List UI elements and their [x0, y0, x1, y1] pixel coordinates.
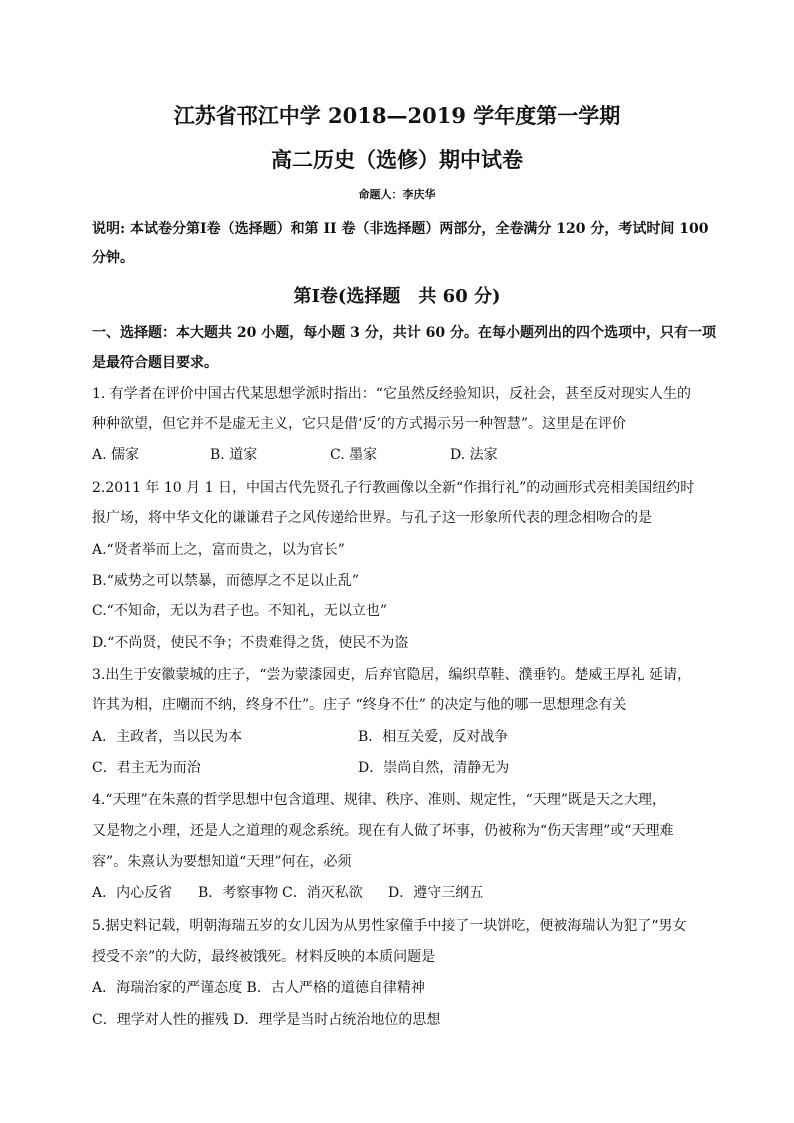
- question-2-option-a: A.“贤者举而上之，富而贵之，以为官长”: [92, 542, 345, 558]
- question-1-line2: 种种欲望，但它并不是虚无主义，它只是借‘反’的方式揭示另一种智慧”。这里是在评价: [92, 416, 627, 432]
- question-3-line2: 许其为相，庄嘲而不纳，终身不仕”。庄子 “终身不仕” 的决定与他的哪一思想理念有关: [92, 697, 627, 713]
- question-5-options-ab: A．海瑞治家的严谨态度 B．古人严格的道德自律精神: [92, 980, 425, 996]
- question-3-option-d: D．崇尚自然，清静无为: [358, 760, 510, 776]
- exam-note-line2: 分钟。: [92, 250, 134, 266]
- question-2-option-d: D.“不尚贤，使民不争；不贵难得之货，使民不为盗: [92, 635, 409, 651]
- question-4-line2: 又是物之小理，还是人之道理的观念系统。现在有人做了坏事，仍被称为“伤天害理”或“天理难: [92, 823, 674, 839]
- question-2-line2: 报广场，将中华文化的谦谦君子之风传递给世界。与孔子这一形象所代表的理念相吻合的是: [92, 510, 652, 526]
- question-4-line1: 4.“天理”在朱熹的哲学思想中包含道理、规律、秩序、准则、规定性，“天理”既是天之大理，: [92, 792, 666, 808]
- question-4-line3: 容”。朱熹认为要想知道“天理”何在，必须: [92, 854, 352, 870]
- exam-title-line1: 江苏省邗江中学 2018—2019 学年度第一学期: [173, 103, 621, 128]
- question-3-line1: 3.出生于安徽蒙城的庄子，“尝为蒙漆园吏，后弃官隐居，编织草鞋、濮垂钓。楚威王厚礼 延请，: [92, 667, 691, 683]
- question-3-option-b: B．相互关爱，反对战争: [358, 729, 509, 745]
- section-title: 第Ⅰ卷(选择题 共 60 分): [293, 286, 501, 307]
- section-instruction-line2: 是最符合题目要求。: [92, 355, 218, 371]
- question-5-line2: 授受不亲”的大防，最终被饿死。材料反映的本质问题是: [92, 949, 436, 965]
- question-5-options-cd: C．理学对人性的摧残 D．理学是当时占统治地位的思想: [92, 1012, 441, 1028]
- question-2-line1: 2.2011 年 10 月 1 日，中国古代先贤孔子行教画像以全新“作揖行礼”的动画形式亮相美国纽约时: [92, 480, 695, 496]
- question-1-line1: 1. 有学者在评价中国古代某思想学派时指出：“它虽然反经验知识，反社会，甚至反对现实人生的: [92, 386, 691, 402]
- question-2-option-c: C.“不知命，无以为君子也。不知礼，无以立也”: [92, 603, 387, 619]
- question-1-option-a: A. 儒家: [92, 447, 140, 463]
- question-3-option-a: A．主政者，当以民为本: [92, 729, 243, 745]
- question-3-option-c: C．君主无为而治: [92, 760, 201, 776]
- question-1-option-c: C. 墨家: [330, 447, 378, 463]
- question-1-option-b: B. 道家: [210, 447, 258, 463]
- question-5-line1: 5.据史料记载，明朝海瑞五岁的女儿因为从男性家僮手中接了一块饼吃，便被海瑞认为犯了“男女: [92, 918, 687, 934]
- question-4-option-c: C．消灭私欲: [282, 885, 363, 901]
- question-1-option-d: D. 法家: [450, 447, 498, 463]
- exam-author: 命题人：李庆华: [358, 188, 436, 201]
- question-4-option-d: D．遵守三纲五: [388, 885, 484, 901]
- section-instruction-line1: 一、选择题：本大题共 20 小题，每小题 3 分，共计 60 分。在每小题列出的四个选项中，只有一项: [92, 325, 716, 341]
- question-4-option-b: B．考察事物: [198, 885, 279, 901]
- exam-note-line1: 说明: 本试卷分第Ⅰ卷（选择题）和第 II 卷（非选择题）两部分，全卷满分 120 分，考试时间 100: [92, 221, 709, 237]
- question-4-option-a: A．内心反省: [92, 885, 173, 901]
- question-2-option-b: B.“威势之可以禁暴，而德厚之不足以止乱”: [92, 573, 360, 589]
- exam-title-line2: 高二历史（选修）期中试卷: [271, 147, 523, 172]
